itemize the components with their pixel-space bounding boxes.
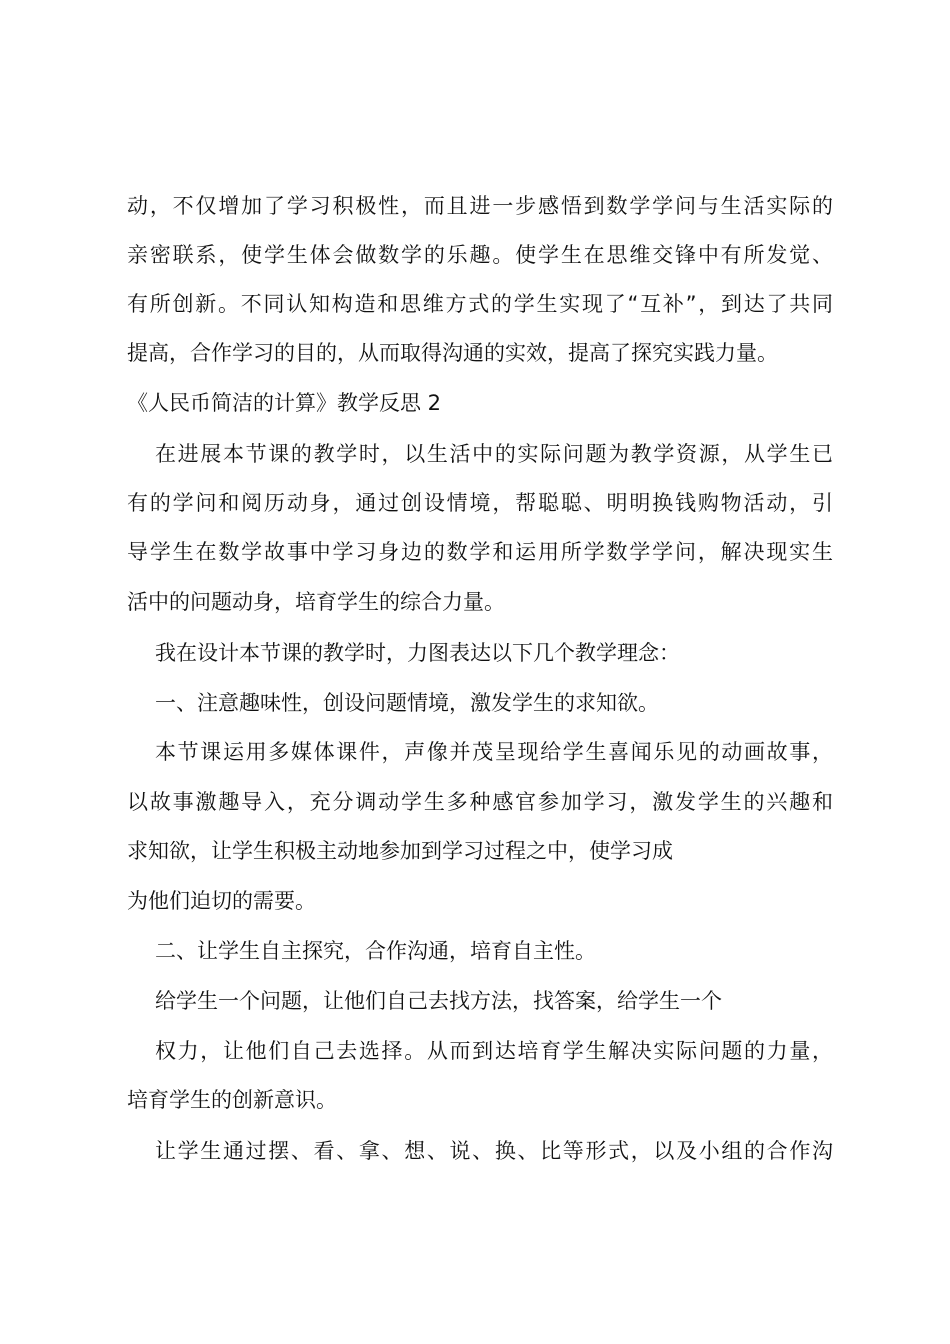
text-line-2: 亲密联系，使学生体会做数学的乐趣。使学生在思维交锋中有所发觉、 <box>127 243 833 267</box>
text-line-7: 有的学问和阅历动身，通过创设情境，帮聪聪、明明换钱购物活动，引 <box>127 491 833 515</box>
text-line-19: 培育学生的创新意识。 <box>127 1088 337 1112</box>
text-line-13: 以故事激趣导入，充分调动学生多种感官参加学习，激发学生的兴趣和 <box>127 790 833 814</box>
text-line-14: 求知欲，让学生积极主动地参加到学习过程之中，使学习成 <box>127 839 673 863</box>
text-line-3: 有所创新。不同认知构造和思维方式的学生实现了“互补”，到达了共同 <box>127 292 833 316</box>
text-line-9: 活中的问题动身，培育学生的综合力量。 <box>127 590 505 614</box>
text-line-4: 提高，合作学习的目的，从而取得沟通的实效，提高了探究实践力量。 <box>127 341 778 365</box>
text-line-10: 我在设计本节课的教学时，力图表达以下几个教学理念： <box>155 641 680 665</box>
text-line-11: 一、注意趣味性，创设问题情境，激发学生的求知欲。 <box>155 691 659 715</box>
text-line-12: 本节课运用多媒体课件，声像并茂呈现给学生喜闻乐见的动画故事， <box>155 740 833 764</box>
text-line-8: 导学生在数学故事中学习身边的数学和运用所学数学学问，解决现实生 <box>127 540 833 564</box>
section-heading: 《人民币简洁的计算》教学反思 2 <box>127 391 442 415</box>
text-line-17: 给学生一个问题，让他们自己去找方法，找答案，给学生一个 <box>155 989 722 1013</box>
text-line-1: 动，不仅增加了学习积极性，而且进一步感悟到数学学问与生活实际的 <box>127 194 833 218</box>
text-line-6: 在进展本节课的教学时，以生活中的实际问题为教学资源，从学生已 <box>155 442 833 466</box>
text-line-16: 二、让学生自主探究，合作沟通，培育自主性。 <box>155 939 596 963</box>
text-line-20: 让学生通过摆、看、拿、想、说、换、比等形式，以及小组的合作沟 <box>155 1139 833 1163</box>
text-line-15: 为他们迫切的需要。 <box>127 889 316 913</box>
text-line-18: 权力，让他们自己去选择。从而到达培育学生解决实际问题的力量， <box>155 1039 833 1063</box>
